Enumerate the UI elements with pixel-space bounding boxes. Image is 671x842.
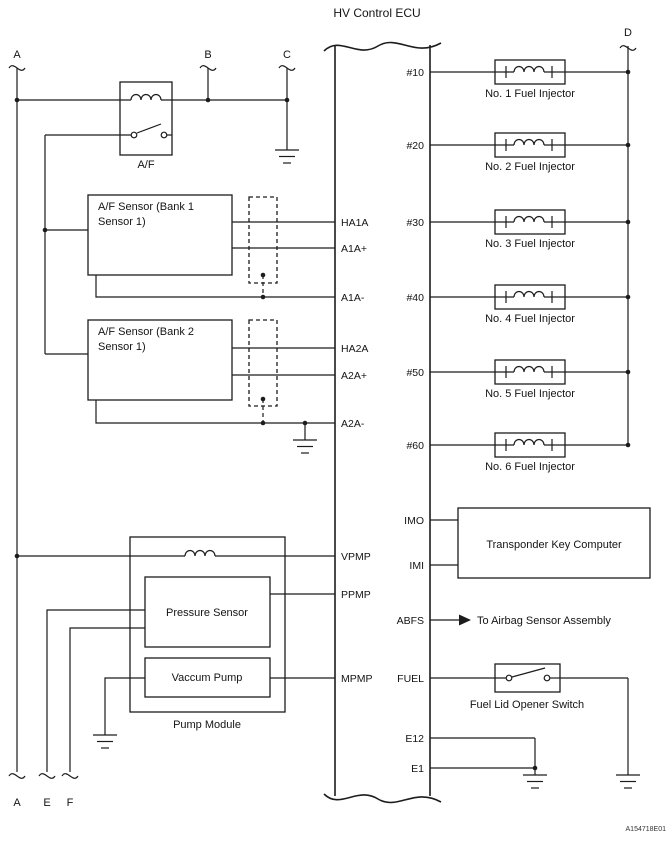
pin-vpmp: VPMP: [341, 551, 371, 563]
injector-coil-icon: [514, 367, 544, 373]
injector-coil-icon: [514, 292, 544, 298]
ecu-ground-circuit: [430, 738, 547, 788]
wire-break-icon: [9, 774, 25, 779]
arrow-right-icon: [459, 615, 471, 626]
relay-switch-icon: [45, 124, 172, 138]
af-sensor-bank2-label-line1: A/F Sensor (Bank 2: [98, 326, 194, 338]
pin-fuel: FUEL: [397, 673, 424, 685]
af-sensor-bank2-label-line2: Sensor 1): [98, 341, 146, 353]
ground-icon: [616, 775, 640, 788]
junction-dots: [15, 98, 538, 771]
injector-coil-icon: [514, 440, 544, 446]
junction-dot: [626, 295, 631, 300]
injector-row-3: [430, 210, 630, 250]
shield-connector-bank1-box: [249, 197, 277, 283]
af-relay-label: A/F: [137, 159, 155, 171]
pin-a2a-plus: A2A+: [341, 370, 367, 382]
pump-coil-icon: [185, 551, 215, 557]
pin-10: #10: [406, 67, 424, 79]
wire-a2a-minus: [96, 400, 335, 423]
junction-dot: [626, 370, 631, 375]
injector-row-6: [430, 433, 630, 473]
pin-mpmp: MPMP: [341, 673, 373, 685]
connector-b-top: B: [204, 49, 212, 61]
junction-dot: [626, 220, 631, 225]
vacuum-pump-label: Vaccum Pump: [171, 672, 243, 684]
injector-coil-icon: [514, 217, 544, 223]
injector-row-1: [430, 60, 630, 100]
page-title: HV Control ECU: [333, 6, 421, 20]
pin-40: #40: [406, 292, 424, 304]
pin-ppmp: PPMP: [341, 589, 371, 601]
ground-icon: [93, 735, 117, 748]
ecu-top-break-edge: [324, 43, 441, 51]
pin-imi: IMI: [409, 560, 424, 572]
transponder-circuit: [430, 508, 650, 578]
injector-row-4: [430, 285, 630, 325]
ground-icon: [275, 150, 299, 163]
injector-label: No. 2 Fuel Injector: [485, 161, 575, 173]
fuel-injector-bank: [430, 46, 630, 473]
shield-connector-bank2-box: [249, 320, 277, 406]
injector-label: No. 4 Fuel Injector: [485, 313, 575, 325]
af-relay-circuit: [17, 68, 299, 772]
af-relay-box: [120, 82, 172, 155]
pressure-sensor-label: Pressure Sensor: [166, 607, 248, 619]
ecu-bottom-break-edge: [324, 794, 441, 802]
injector-label: No. 3 Fuel Injector: [485, 238, 575, 250]
wire-vacuum-pump-ground: [105, 678, 145, 735]
wire-a1a-minus: [96, 275, 335, 297]
airbag-note: To Airbag Sensor Assembly: [477, 615, 611, 627]
injector-label: No. 5 Fuel Injector: [485, 388, 575, 400]
pump-module-box: [130, 537, 285, 712]
junction-dot: [626, 443, 631, 448]
fuel-lid-opener-switch-label: Fuel Lid Opener Switch: [469, 699, 585, 711]
connector-d-top: D: [624, 27, 632, 39]
pin-30: #30: [406, 217, 424, 229]
pin-20: #20: [406, 140, 424, 152]
fuel-lid-switch-icon: [506, 668, 560, 681]
pin-60: #60: [406, 440, 424, 452]
injector-label: No. 1 Fuel Injector: [485, 88, 575, 100]
af-sensor-bank1-label-line2: Sensor 1): [98, 216, 146, 228]
af-sensor-bank1-label-line1: A/F Sensor (Bank 1: [98, 201, 194, 213]
pin-a1a-plus: A1A+: [341, 243, 367, 255]
diagram-code: A154718E01: [625, 826, 666, 833]
ecu-right-pin-labels: [397, 67, 425, 775]
wire-break-icon: [39, 774, 55, 779]
junction-dot: [626, 70, 631, 75]
connector-c-top: C: [283, 49, 291, 61]
pump-module-label: Pump Module: [173, 719, 241, 731]
pin-ha1a: HA1A: [341, 217, 369, 229]
pin-ha2a: HA2A: [341, 343, 369, 355]
af-sensor-circuits: [45, 135, 335, 453]
injector-row-5: [430, 360, 630, 400]
connector-f-bottom: F: [66, 797, 74, 809]
pump-module-circuit: [17, 537, 335, 772]
ground-icon: [523, 775, 547, 788]
pin-abfs: ABFS: [396, 615, 424, 627]
connector-a-bottom: A: [13, 797, 21, 809]
transponder-key-computer-label: Transponder Key Computer: [486, 539, 622, 551]
pin-imo: IMO: [404, 515, 424, 527]
pin-e12: E12: [405, 733, 424, 745]
pin-e1: E1: [411, 763, 424, 775]
injector-coil-icon: [514, 67, 544, 72]
ecu-left-pin-labels: [341, 217, 373, 685]
pin-50: #50: [406, 367, 424, 379]
connector-a-top: A: [13, 49, 21, 61]
injector-coil-icon: [514, 140, 544, 146]
connector-e-bottom: E: [43, 797, 51, 809]
ground-icon: [293, 440, 317, 453]
relay-coil-icon: [131, 95, 161, 101]
wire-pressure-sensor-f: [70, 628, 145, 772]
pin-a1a-minus: A1A-: [341, 292, 365, 304]
pin-a2a-minus: A2A-: [341, 418, 365, 430]
injector-label: No. 6 Fuel Injector: [485, 461, 575, 473]
junction-dot: [626, 143, 631, 148]
abfs-circuit: [430, 615, 611, 628]
wire-break-icon: [62, 774, 78, 779]
injector-row-2: [430, 133, 630, 173]
